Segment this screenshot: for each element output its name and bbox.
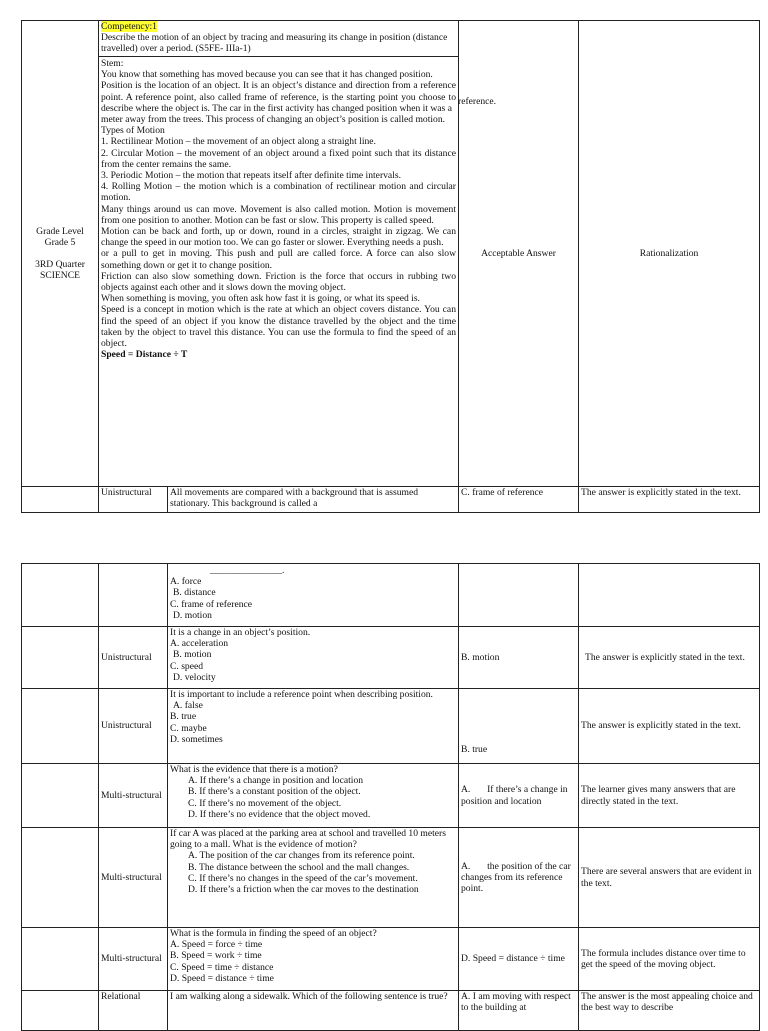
answer-cell: A. I am moving with respect to the building at xyxy=(459,991,579,1031)
answer-cell: B. true xyxy=(459,689,579,764)
option: D. motion xyxy=(173,609,212,621)
option: B. distance xyxy=(173,587,216,599)
level-cell: Unistructural xyxy=(99,689,168,764)
header-rationalization: Rationalization xyxy=(579,21,760,487)
header-acceptable-answer: Acceptable Answer xyxy=(459,21,579,487)
stem-text xyxy=(99,57,458,360)
competency-text: Describe the motion of an object by tracing and measuring its change in position (distance travelled) over a period. (S5FE- IIIa-1) xyxy=(101,32,448,55)
stem-paragraph: Speed is a concept in motion which is the rate at which an object covers distance. You can find the speed of an object if you know the distance travelled by the object and the time taken by the object to travel this distance. You can use the formula to find the speed of an object. xyxy=(101,304,456,350)
stem-paragraph: or a pull to get in moving. This push and pull are called force. A force can also slow something down or get it to change position. xyxy=(101,248,456,271)
stem-label: Stem: xyxy=(101,58,124,69)
question-text: What is the formula in finding the speed of an object? xyxy=(170,928,377,939)
question-text: It is a change in an object’s position. xyxy=(170,627,311,638)
stem-paragraph: 2. Circular Motion – the movement of an object around a fixed point such that its distance from the center remains the same. xyxy=(101,147,456,170)
question-cell: All movements are compared with a background that is assumed stationary. This background is called a xyxy=(168,487,459,513)
answer-blank: _______________. xyxy=(210,565,285,576)
option: B. true xyxy=(170,711,197,723)
level-cell: Unistructural xyxy=(99,487,168,513)
option: B. If there’s a constant position of the object. xyxy=(188,786,361,798)
table-row xyxy=(22,764,760,828)
option: A. Speed = force ÷ time xyxy=(170,939,263,951)
option: A. If there’s a change in position and location xyxy=(188,775,364,787)
option: C. speed xyxy=(170,660,204,672)
rationale-cell: The answer is explicitly stated in the text. xyxy=(579,689,760,764)
option: D. If there’s a friction when the car moves to the destination xyxy=(188,884,419,896)
answer-cell: C. frame of reference xyxy=(459,487,579,513)
answer-cell: D. Speed = distance ÷ time xyxy=(459,928,579,991)
option: D. velocity xyxy=(173,671,216,683)
table-2 xyxy=(21,563,760,1031)
question-text: If car A was placed at the parking area at school and travelled 10 meters going to a mall. What is the evidence of motion? xyxy=(170,828,446,851)
option: C. maybe xyxy=(170,722,207,734)
stem-paragraph: 3. Periodic Motion – the motion that repeats itself after definite time intervals. xyxy=(101,170,401,182)
competency-label: Competency:1 xyxy=(101,21,157,32)
table-row xyxy=(22,928,760,991)
level-cell: Multi-structural xyxy=(99,928,168,991)
level-cell: Unistructural xyxy=(99,627,168,689)
table-row xyxy=(22,828,760,928)
stem-paragraph: meter away from the trees. This process of changing an object’s position is called motion. xyxy=(101,114,446,126)
level-cell: Relational xyxy=(99,991,168,1031)
stem-paragraph: When something is moving, you often ask how fast it is going, or what its speed is. xyxy=(101,293,420,305)
option: D. If there’s no evidence that the object moved. xyxy=(188,808,371,820)
option: D. Speed = distance ÷ time xyxy=(170,972,274,984)
answer-cell: A. the position of the car changes from its reference point. xyxy=(459,828,579,928)
rationale-cell: The answer is the most appealing choice and the best way to describe xyxy=(579,991,760,1031)
option: A. force xyxy=(170,576,202,588)
option: A. false xyxy=(173,700,203,712)
grade-value: Grade 5 xyxy=(44,236,76,248)
option: C. If there’s no movement of the object. xyxy=(188,797,342,809)
stem-paragraph: Many things around us can move. Movement is also called motion. Motion is movement from one position to another. Motion can be fast or slow. This property is called speed. xyxy=(101,203,456,226)
rationale-cell: The learner gives many answers that are directly stated in the text. xyxy=(579,764,760,828)
table-row xyxy=(22,689,760,764)
table-1 xyxy=(21,20,760,513)
rationale-cell: The formula includes distance over time to get the speed of the moving object. xyxy=(579,928,760,991)
speed-formula: Speed = Distance ÷ T xyxy=(101,349,188,361)
answer-cell: B. motion xyxy=(459,627,579,689)
option: C. Speed = time ÷ distance xyxy=(170,961,274,973)
rationale-cell: The answer is explicitly stated in the text. xyxy=(579,627,760,689)
grade-cell xyxy=(22,21,99,487)
grade-level-label: Grade Level xyxy=(36,225,84,237)
stem-paragraph: Friction can also slow something down. Friction is the force that occurs in rubbing two objects against each other and it slows down the moving object. xyxy=(101,270,456,294)
option: B. motion xyxy=(173,649,212,661)
option: C. frame of reference xyxy=(170,598,253,610)
level-cell: Multi-structural xyxy=(99,828,168,928)
option: A. acceleration xyxy=(170,638,229,650)
overflow-word: reference. xyxy=(458,96,497,107)
option: A. The position of the car changes from its reference point. xyxy=(188,850,415,862)
table-row xyxy=(22,627,760,689)
subject-label: SCIENCE xyxy=(40,270,80,282)
table-row xyxy=(22,564,760,627)
quarter-label: 3RD Quarter xyxy=(35,259,85,270)
rationale-cell: The answer is explicitly stated in the text. xyxy=(579,487,760,513)
option: C. If there’s no changes in the speed of the car’s movement. xyxy=(188,872,418,884)
stem-paragraph: Types of Motion xyxy=(101,125,165,137)
stem-paragraph: You know that something has moved because you can see that it has changed position. xyxy=(101,69,433,81)
answer-cell: A. If there’s a change in position and location xyxy=(459,764,579,828)
table-row xyxy=(22,991,760,1031)
competency-box xyxy=(99,21,459,57)
rationale-cell: There are several answers that are evident in the text. xyxy=(579,828,760,928)
stem-paragraph: Position is the location of an object. It is an object’s distance and direction from a reference point. A reference point, also called frame of reference, is the starting point you choose to describe where the object is. The car in the first activity has changed position when it was a xyxy=(101,80,456,114)
option: B. Speed = work ÷ time xyxy=(170,950,262,962)
question-text: I am walking along a sidewalk. Which of the following sentence is true? xyxy=(168,991,459,1031)
option: B. The distance between the school and the mall changes. xyxy=(188,861,410,873)
option: D. sometimes xyxy=(170,733,223,745)
stem-paragraph: Motion can be back and forth, up or down, round in a circles, straight in zigzag. We can change the speed in our motion too. We can go faster or slower. Everything needs a push. xyxy=(101,226,456,249)
question-text: What is the evidence that there is a motion? xyxy=(170,764,338,775)
question-text: It is important to include a reference point when describing position. xyxy=(170,689,433,700)
stem-paragraph: 1. Rectilinear Motion – the movement of an object along a straight line. xyxy=(101,136,376,148)
level-cell: Multi-structural xyxy=(99,764,168,828)
stem-paragraph: 4. Rolling Motion – the motion which is a combination of rectilinear motion and circular motion. xyxy=(101,181,456,204)
